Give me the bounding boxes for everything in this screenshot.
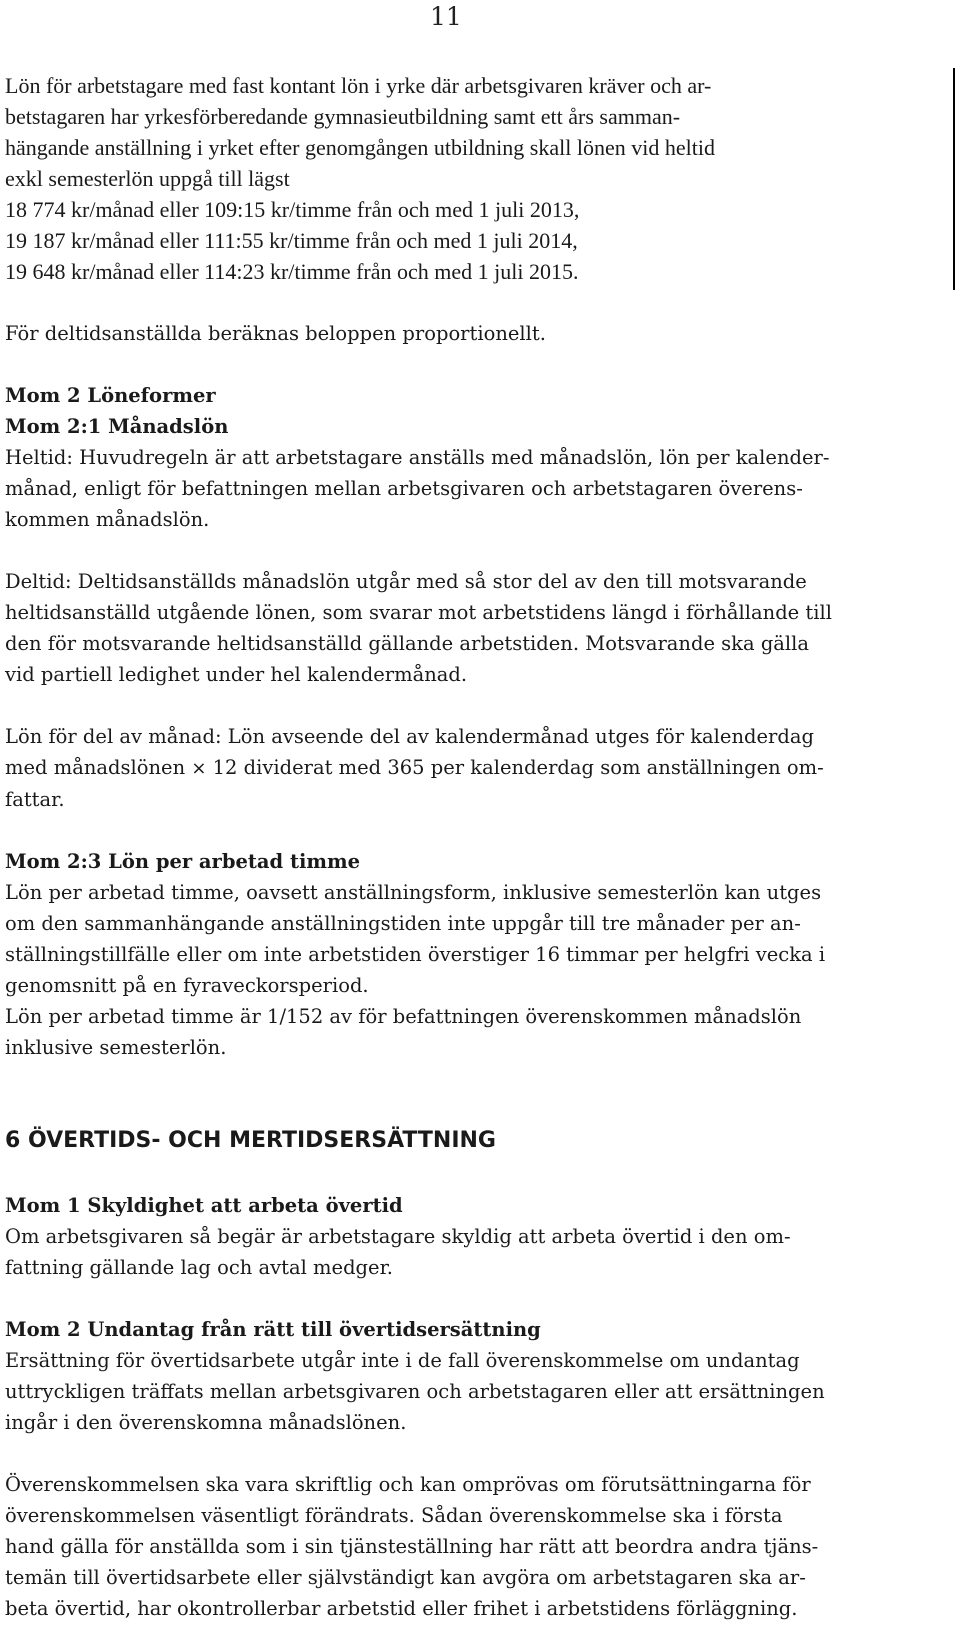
s6-mom2-line: Ersättning för övertidsarbete utgår inte i de fall överenskommelse om undantag: [5, 1349, 800, 1372]
s6-mom1-line: Om arbetsgivaren så begär är arbetstagare skyldig att arbeta övertid i den om-: [5, 1225, 791, 1248]
document-body: [5, 70, 945, 1624]
intro-line: 18 774 kr/månad eller 109:15 kr/timme från och med 1 juli 2013,: [5, 197, 580, 222]
del-av-manad-line: Lön för del av månad: Lön avseende del av kalendermånad utges för kalenderdag: [5, 725, 814, 748]
s6-mom1-line: fattning gällande lag och avtal medger.: [5, 1256, 393, 1279]
intro-line: 19 648 kr/månad eller 114:23 kr/timme från och med 1 juli 2015.: [5, 259, 579, 284]
intro-paragraph: [5, 70, 945, 287]
heltid-paragraph: [5, 442, 945, 535]
part-time-note: För deltidsanställda beräknas beloppen proportionellt.: [5, 322, 546, 345]
mom2-1-heading: Mom 2:1 Månadslön: [5, 415, 229, 438]
s6-mom2-paragraph: [5, 1345, 945, 1438]
heltid-line: månad, enligt för befattningen mellan arbetsgivaren och arbetstagaren överens-: [5, 477, 803, 500]
intro-line: exkl semesterlön uppgå till lägst: [5, 166, 290, 191]
heltid-line: kommen månadslön.: [5, 508, 210, 531]
change-bar: [953, 68, 955, 290]
timlon-line: Lön per arbetad timme är 1/152 av för befattningen överenskommen månadslön: [5, 1005, 802, 1028]
mom2-3-heading: Mom 2:3 Lön per arbetad timme: [5, 850, 361, 873]
timlon-line: Lön per arbetad timme, oavsett anställningsform, inklusive semesterlön kan utges: [5, 881, 822, 904]
s6-mom1-paragraph: [5, 1221, 945, 1283]
s6-agreement-line: temän till övertidsarbete eller självständigt kan avgöra om arbetstagaren ska ar-: [5, 1566, 806, 1589]
times-symbol: ×: [191, 758, 207, 779]
s6-agreement-line: överenskommelsen väsentligt förändrats. Sådan överenskommelse ska i första: [5, 1504, 783, 1527]
intro-line: Lön för arbetstagare med fast kontant lön i yrke där arbetsgivaren kräver och ar-: [5, 73, 712, 98]
intro-line: 19 187 kr/månad eller 111:55 kr/timme från och med 1 juli 2014,: [5, 228, 578, 253]
page-number: 11: [430, 2, 462, 31]
s6-mom2-line: uttryckligen träffats mellan arbetsgivaren och arbetstagaren eller att ersättningen: [5, 1380, 825, 1403]
heltid-line: Heltid: Huvudregeln är att arbetstagare anställs med månadslön, lön per kalender-: [5, 446, 830, 469]
s6-mom1-heading: Mom 1 Skyldighet att arbeta övertid: [5, 1194, 403, 1217]
section-6-heading: 6 ÖVERTIDS- OCH MERTIDSERSÄTTNING: [5, 1128, 496, 1153]
deltid-line: heltidsanställd utgående lönen, som svarar mot arbetstidens längd i förhållande till: [5, 601, 832, 624]
timlon-paragraph: [5, 877, 945, 1063]
timlon-line: ställningstillfälle eller om inte arbetstiden överstiger 16 timmar per helgfri vecka i: [5, 943, 826, 966]
s6-agreement-line: hand gälla för anställda som i sin tjänsteställning har rätt att beordra andra tjäns-: [5, 1535, 819, 1558]
s6-agreement-line: beta övertid, har okontrollerbar arbetstid eller frihet i arbetstidens förläggning.: [5, 1597, 798, 1620]
deltid-line: Deltid: Deltidsanställds månadslön utgår med så stor del av den till motsvarande: [5, 570, 807, 593]
del-av-manad-text: 12 dividerat med 365 per kalenderdag som anställningen om-: [206, 756, 824, 779]
del-av-manad-text: med månadslönen: [5, 756, 192, 779]
del-av-manad-line: [5, 752, 945, 784]
del-av-manad-paragraph: [5, 721, 945, 815]
timlon-line: om den sammanhängande anställningstiden inte uppgår till tre månader per an-: [5, 912, 801, 935]
timlon-line: inklusive semesterlön.: [5, 1036, 227, 1059]
deltid-paragraph: [5, 566, 945, 690]
s6-mom2-heading: Mom 2 Undantag från rätt till övertidsersättning: [5, 1318, 541, 1341]
mom2-heading: Mom 2 Löneformer: [5, 384, 216, 407]
timlon-line: genomsnitt på en fyraveckorsperiod.: [5, 974, 369, 997]
del-av-manad-line: fattar.: [5, 788, 65, 811]
intro-line: betstagaren har yrkesförberedande gymnasieutbildning samt ett års samman-: [5, 104, 681, 129]
s6-agreement-line: Överenskommelsen ska vara skriftlig och kan omprövas om förutsättningarna för: [5, 1473, 811, 1496]
deltid-line: den för motsvarande heltidsanställd gällande arbetstiden. Motsvarande ska gälla: [5, 632, 810, 655]
s6-mom2-line: ingår i den överenskomna månadslönen.: [5, 1411, 407, 1434]
intro-line: hängande anställning i yrket efter genomgången utbildning skall lönen vid heltid: [5, 135, 715, 160]
s6-agreement-paragraph: [5, 1469, 945, 1624]
deltid-line: vid partiell ledighet under hel kalendermånad.: [5, 663, 468, 686]
